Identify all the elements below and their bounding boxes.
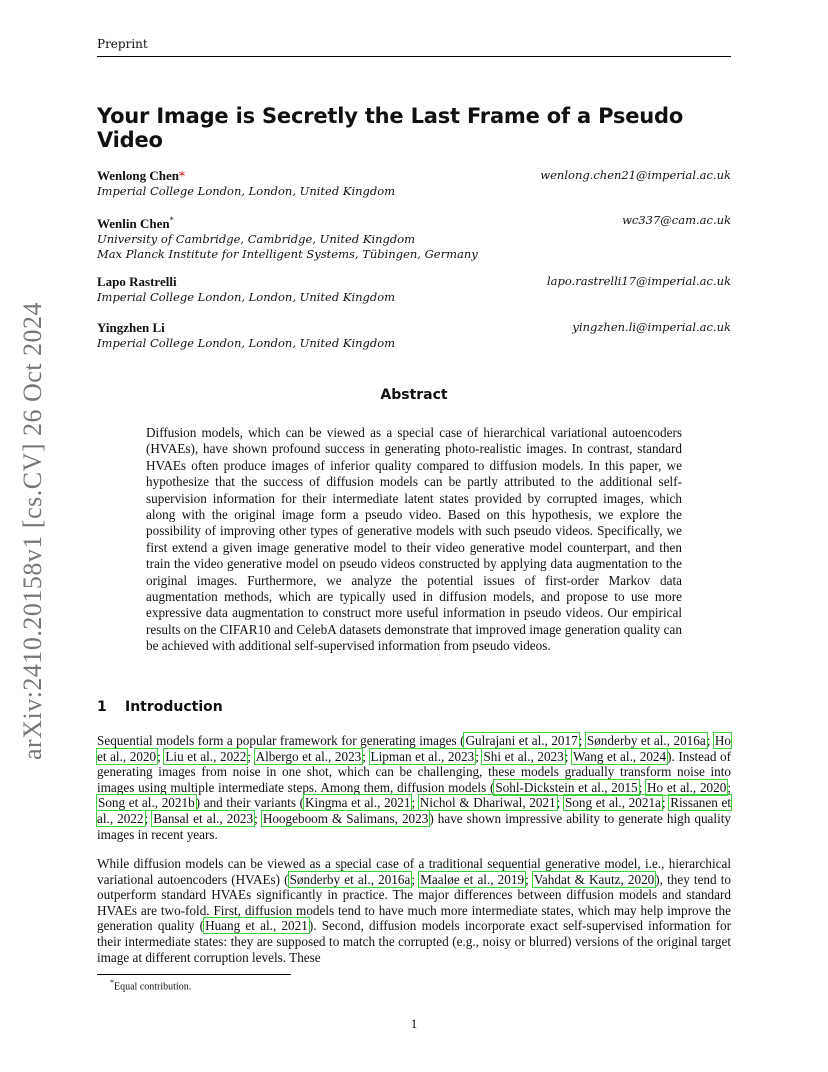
author-affiliation: Imperial College London, London, United Kingdom <box>97 336 396 350</box>
footnote-divider <box>97 974 291 975</box>
section-number: 1 <box>97 699 107 715</box>
author-block <box>97 274 731 305</box>
equal-contribution-marker: * <box>169 216 174 225</box>
author-block <box>97 320 731 351</box>
section-heading <box>97 699 731 715</box>
citation-link[interactable]: Sohl-Dickstein et al., 2015 <box>495 779 638 795</box>
footnote-marker: * <box>110 978 114 987</box>
citation-link[interactable]: Hoogeboom & Salimans, 2023 <box>262 810 429 826</box>
citation-link[interactable]: Shi et al., 2023 <box>483 748 564 764</box>
author-affiliation: University of Cambridge, Cambridge, United Kingdom <box>97 231 416 246</box>
footnote <box>110 978 191 992</box>
citation-link[interactable]: Song et al., 2021b <box>98 795 195 811</box>
citation-link[interactable]: Kingma et al., 2021 <box>305 795 411 811</box>
arxiv-stamp: arXiv:2410.20158v1 [cs.CV] 26 Oct 2024 <box>18 301 47 760</box>
author-block <box>97 168 731 199</box>
intro-paragraph-2: While diffusion models can be viewed as a special case of a traditional sequential generative model, i.e., hierarchical variational autoencoders (HVAEs) (Sønderby et al., 2016a; Maaløe et al., 2019; Vahdat & Kautz, 2020), they tend to outperform standard HVAEs significantly in practice. The major differences between diffusion models and standard HVAEs are two-fold. First, diffusion models tend to have much more intermediate states, which may help improve the generation quality (Huang et al., 2021). Second, diffusion models incorporate exact self-supervised information for their intermediate states: they are supposed to match the corrupted (e.g., noisy or blurred) versions of the original target image at different corruption levels. These <box>97 856 731 965</box>
author-affiliation: Imperial College London, London, United Kingdom <box>97 290 396 304</box>
author-email[interactable]: yingzhen.li@imperial.ac.uk <box>572 320 731 334</box>
footnote-text: Equal contribution. <box>114 981 192 993</box>
citation-link[interactable]: Wang et al., 2024 <box>572 748 667 764</box>
citation-link[interactable]: Lipman et al., 2023 <box>370 748 475 764</box>
paper-title: Your Image is Secretly the Last Frame of a Pseudo Video <box>97 104 684 152</box>
author-name: Wenlin Chen <box>97 215 170 231</box>
author-affiliation: Imperial College London, London, United Kingdom <box>97 184 396 198</box>
citation-link[interactable]: Sønderby et al., 2016a <box>289 871 411 887</box>
citation-link[interactable]: Maaløe et al., 2019 <box>420 871 525 887</box>
author-email[interactable]: lapo.rastrelli17@imperial.ac.uk <box>546 274 731 288</box>
running-head: Preprint <box>97 37 731 57</box>
abstract-text: Diffusion models, which can be viewed as a special case of hierarchical variational autoencoders (HVAEs), have shown profound success in generating photo-realistic images. In contrast, standard HVAEs often produce images of inferior quality compared to diffusion models. In this paper, we hypothesize that the success of diffusion models can be partly attributed to the additional self-supervision information for their intermediate latent states provided by corrupted images, which along with the original image form a pseudo video. Based on this hypothesis, we explore the possibility of improving other types of generative models with such pseudo videos. Specifically, we first extend a given image generative model to their video generative model counterpart, and then train the video generative model on pseudo videos constructed by applying data augmentation to the original images. Furthermore, we analyze the potential issues of first-order Markov data augmentation methods, which are typically used in diffusion models, and propose to use more expressive data augmentation to construct more useful information in pseudo videos. Our empirical results on the CIFAR10 and CelebA datasets demonstrate that improved image generation quality can be achieved with additional self-supervised information from pseudo videos. <box>146 425 682 654</box>
author-email[interactable]: wenlong.chen21@imperial.ac.uk <box>540 168 731 182</box>
citation-link[interactable]: Bansal et al., 2023 <box>153 810 254 826</box>
citation-link[interactable]: Huang et al., 2021 <box>205 918 308 934</box>
citation-link[interactable]: Albergo et al., 2023 <box>255 748 362 764</box>
author-name: Wenlong Chen <box>97 168 179 183</box>
citation-link[interactable]: Song et al., 2021a <box>564 795 661 811</box>
author-name: Yingzhen Li <box>97 320 165 335</box>
citation-link[interactable]: Liu et al., 2022 <box>165 748 247 764</box>
author-block <box>97 213 731 262</box>
author-email[interactable]: wc337@cam.ac.uk <box>622 213 731 227</box>
page-number: 1 <box>410 1016 418 1031</box>
abstract-heading: Abstract <box>380 387 448 403</box>
citation-link[interactable]: Nichol & Dhariwal, 2021 <box>419 795 556 811</box>
citation-link[interactable]: Ho et al., 2020 <box>647 779 727 795</box>
author-name: Lapo Rastrelli <box>97 274 177 289</box>
citation-link[interactable]: Rissanen et al., 2022 <box>97 795 732 826</box>
section-title: Introduction <box>125 699 223 715</box>
intro-paragraph-1: Sequential models form a popular framework for generating images (Gulrajani et al., 2017; Sønderby et al., 2016a; Ho et al., 2020; Liu et al., 2022; Albergo et al., 2023; Lipman et al., 2023; Shi et al., 2023; Wang et al., 2024). Instead of generating images from noise in one shot, which can be challenging, these models gradually transform noise into images using multiple intermediate steps. Among them, diffusion models (Sohl-Dickstein et al., 2015; Ho et al., 2020; Song et al., 2021b) and their variants (Kingma et al., 2021; Nichol & Dhariwal, 2021; Song et al., 2021a; Rissanen et al., 2022; Bansal et al., 2023; Hoogeboom & Salimans, 2023) have shown impressive ability to generate high quality images in recent years. <box>97 733 732 842</box>
citation-link[interactable]: Gulrajani et al., 2017 <box>465 733 578 748</box>
citation-link[interactable]: Sønderby et al., 2016a <box>586 733 706 748</box>
citation-link[interactable]: Vahdat & Kautz, 2020 <box>533 871 655 887</box>
author-affiliation: Max Planck Institute for Intelligent Systems, Tübingen, Germany <box>97 246 478 261</box>
citation-link[interactable]: Ho et al., 2020 <box>97 733 731 764</box>
equal-contribution-marker: * <box>179 169 185 183</box>
